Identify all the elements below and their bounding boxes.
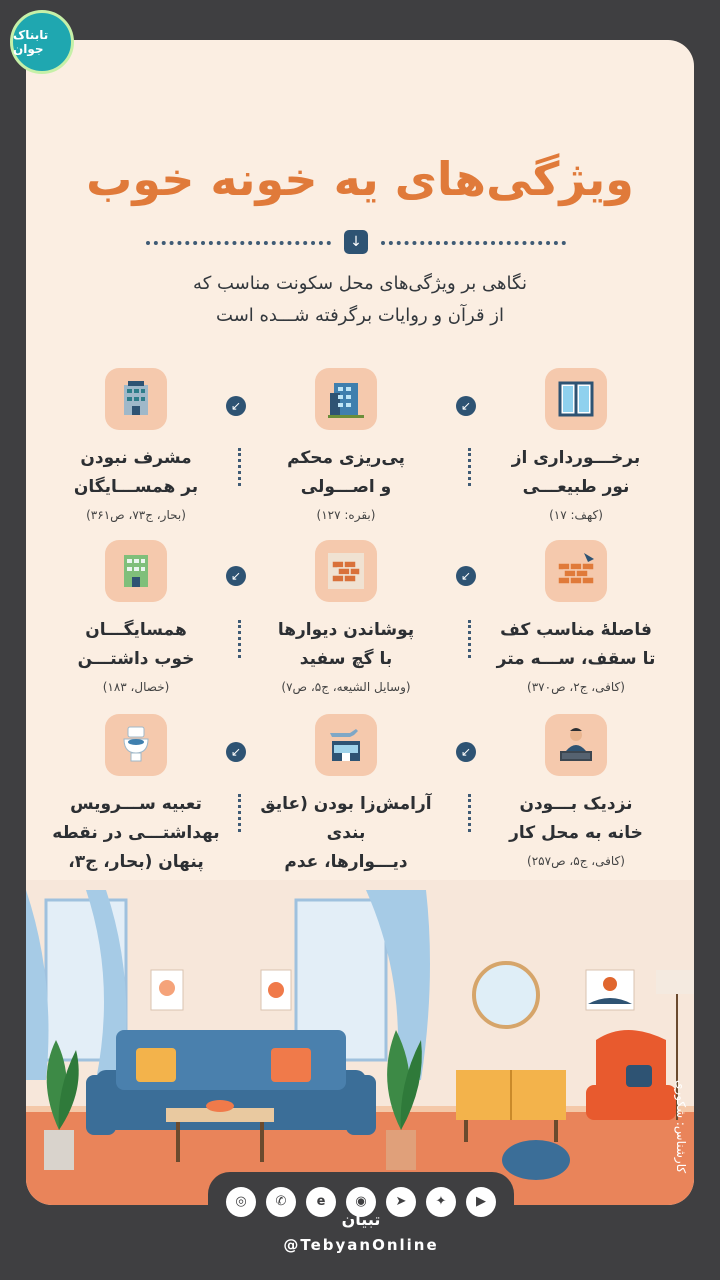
dots-separator (238, 448, 241, 486)
feature-strong-foundation (256, 368, 436, 522)
expert-credit: کارشناس: شکوری (674, 1080, 688, 1174)
subtitle-line-2: از قرآن و روایات برگرفته شـــده است (216, 305, 504, 326)
telegram-icon[interactable]: ➤ (386, 1187, 416, 1217)
arrow-icon: ↙ (456, 396, 476, 416)
brick-ceiling-icon (545, 540, 607, 602)
feature-ceiling-height (486, 540, 666, 694)
feature-natural-light (486, 368, 666, 522)
dots-separator (238, 620, 241, 658)
brand-name: تبیان (341, 1210, 381, 1229)
feature-line: دیـــوارها، عدم (284, 852, 408, 872)
subtitle (86, 268, 634, 332)
page-title: ویژگی‌های یه خونه خوب (86, 152, 634, 206)
feature-title (46, 616, 226, 674)
office-building-icon (315, 368, 377, 430)
feature-line: تعبیه ســـرویس (70, 794, 202, 814)
arrow-icon: ↙ (226, 396, 246, 416)
feature-title (256, 444, 436, 502)
feature-line: پوشاندن دیوارها (277, 620, 415, 640)
subtitle-line-1: نگاهی بر ویژگی‌های محل سکونت مناسب که (193, 273, 527, 294)
feature-white-plaster (256, 540, 436, 694)
feature-good-neighbors (46, 540, 226, 694)
window-icon (545, 368, 607, 430)
living-room-illustration (26, 880, 694, 1205)
arrow-icon: ↙ (226, 566, 246, 586)
divider-dots-left (146, 241, 331, 245)
eitaa-icon[interactable]: e (306, 1187, 336, 1217)
feature-ref: (وسایل الشیعه، ج۵، ص۷) (281, 680, 411, 694)
social-handle[interactable]: @TebyanOnline (283, 1236, 439, 1254)
arrow-icon: ↙ (226, 742, 246, 762)
feature-title (486, 790, 666, 848)
apartment-icon (105, 540, 167, 602)
site-logo: تابناک جوان (10, 10, 74, 74)
feature-ref: (کافی، ج۲، ص۳۷۰) (527, 680, 625, 694)
feature-line: آرامش‌زا بودن (عایق بندی (260, 794, 432, 843)
feature-ref: (کافی، ج۵، ص۲۵۷) (527, 854, 625, 868)
feature-line: و اصـــولی (300, 477, 392, 497)
feature-title (486, 616, 666, 674)
feature-line: همسایگـــان (85, 620, 187, 640)
twitter-icon[interactable]: ✦ (426, 1187, 456, 1217)
feature-line: پنهان (بحار، ج۳، (68, 852, 204, 872)
feature-ref: (خصال، ۱۸۳) (102, 680, 170, 694)
feature-hidden-restroom (46, 714, 226, 906)
arrow-down-icon: ↓ (344, 230, 368, 254)
feature-line: فاصلهٔ مناسب کف (500, 620, 652, 640)
feature-line: برخـــورداری از (511, 448, 641, 468)
arrow-icon: ↙ (456, 742, 476, 762)
arrow-icon: ↙ (456, 566, 476, 586)
divider-dots-right (381, 241, 566, 245)
feature-line: با گچ سفید (299, 649, 393, 669)
feature-ref: (کهف: ۱۷) (549, 508, 603, 522)
feature-title (256, 616, 436, 674)
dots-separator (468, 620, 471, 658)
infographic-card (26, 40, 694, 1205)
youtube-icon[interactable]: ▶ (466, 1187, 496, 1217)
feature-line: بر همســـایگان (73, 477, 199, 497)
aparat-icon[interactable]: ◉ (346, 1187, 376, 1217)
feature-line: مشرف نبودن (80, 448, 192, 468)
brick-wall-icon (315, 540, 377, 602)
toilet-icon (105, 714, 167, 776)
feature-line: نور طبیعـــی (522, 477, 630, 497)
feature-line: تا سقف، ســـه متر (496, 649, 656, 669)
feature-ref: (بقره: ۱۲۷) (316, 508, 376, 522)
feature-line: خانه به محل کار (509, 823, 643, 843)
office-worker-icon (545, 714, 607, 776)
divider (146, 230, 566, 254)
feature-line: نزدیک بـــودن (519, 794, 633, 814)
feature-ref: (بحار، ج۷۳، ص۳۶۱) (86, 508, 186, 522)
feature-title (486, 444, 666, 502)
feature-line: بهداشتـــی در نقطه (52, 823, 220, 843)
dots-separator (238, 794, 241, 832)
footer (208, 1172, 514, 1272)
feature-line: پی‌ریزی محکم (287, 448, 405, 468)
instagram-icon[interactable]: ◎ (226, 1187, 256, 1217)
feature-line: خوب داشتـــن (77, 649, 195, 669)
dots-separator (468, 794, 471, 832)
whatsapp-icon[interactable]: ✆ (266, 1187, 296, 1217)
tall-building-icon (105, 368, 167, 430)
feature-near-work (486, 714, 666, 868)
dots-separator (468, 448, 471, 486)
feature-title (46, 444, 226, 502)
airport-icon (315, 714, 377, 776)
feature-no-overlooking (46, 368, 226, 522)
